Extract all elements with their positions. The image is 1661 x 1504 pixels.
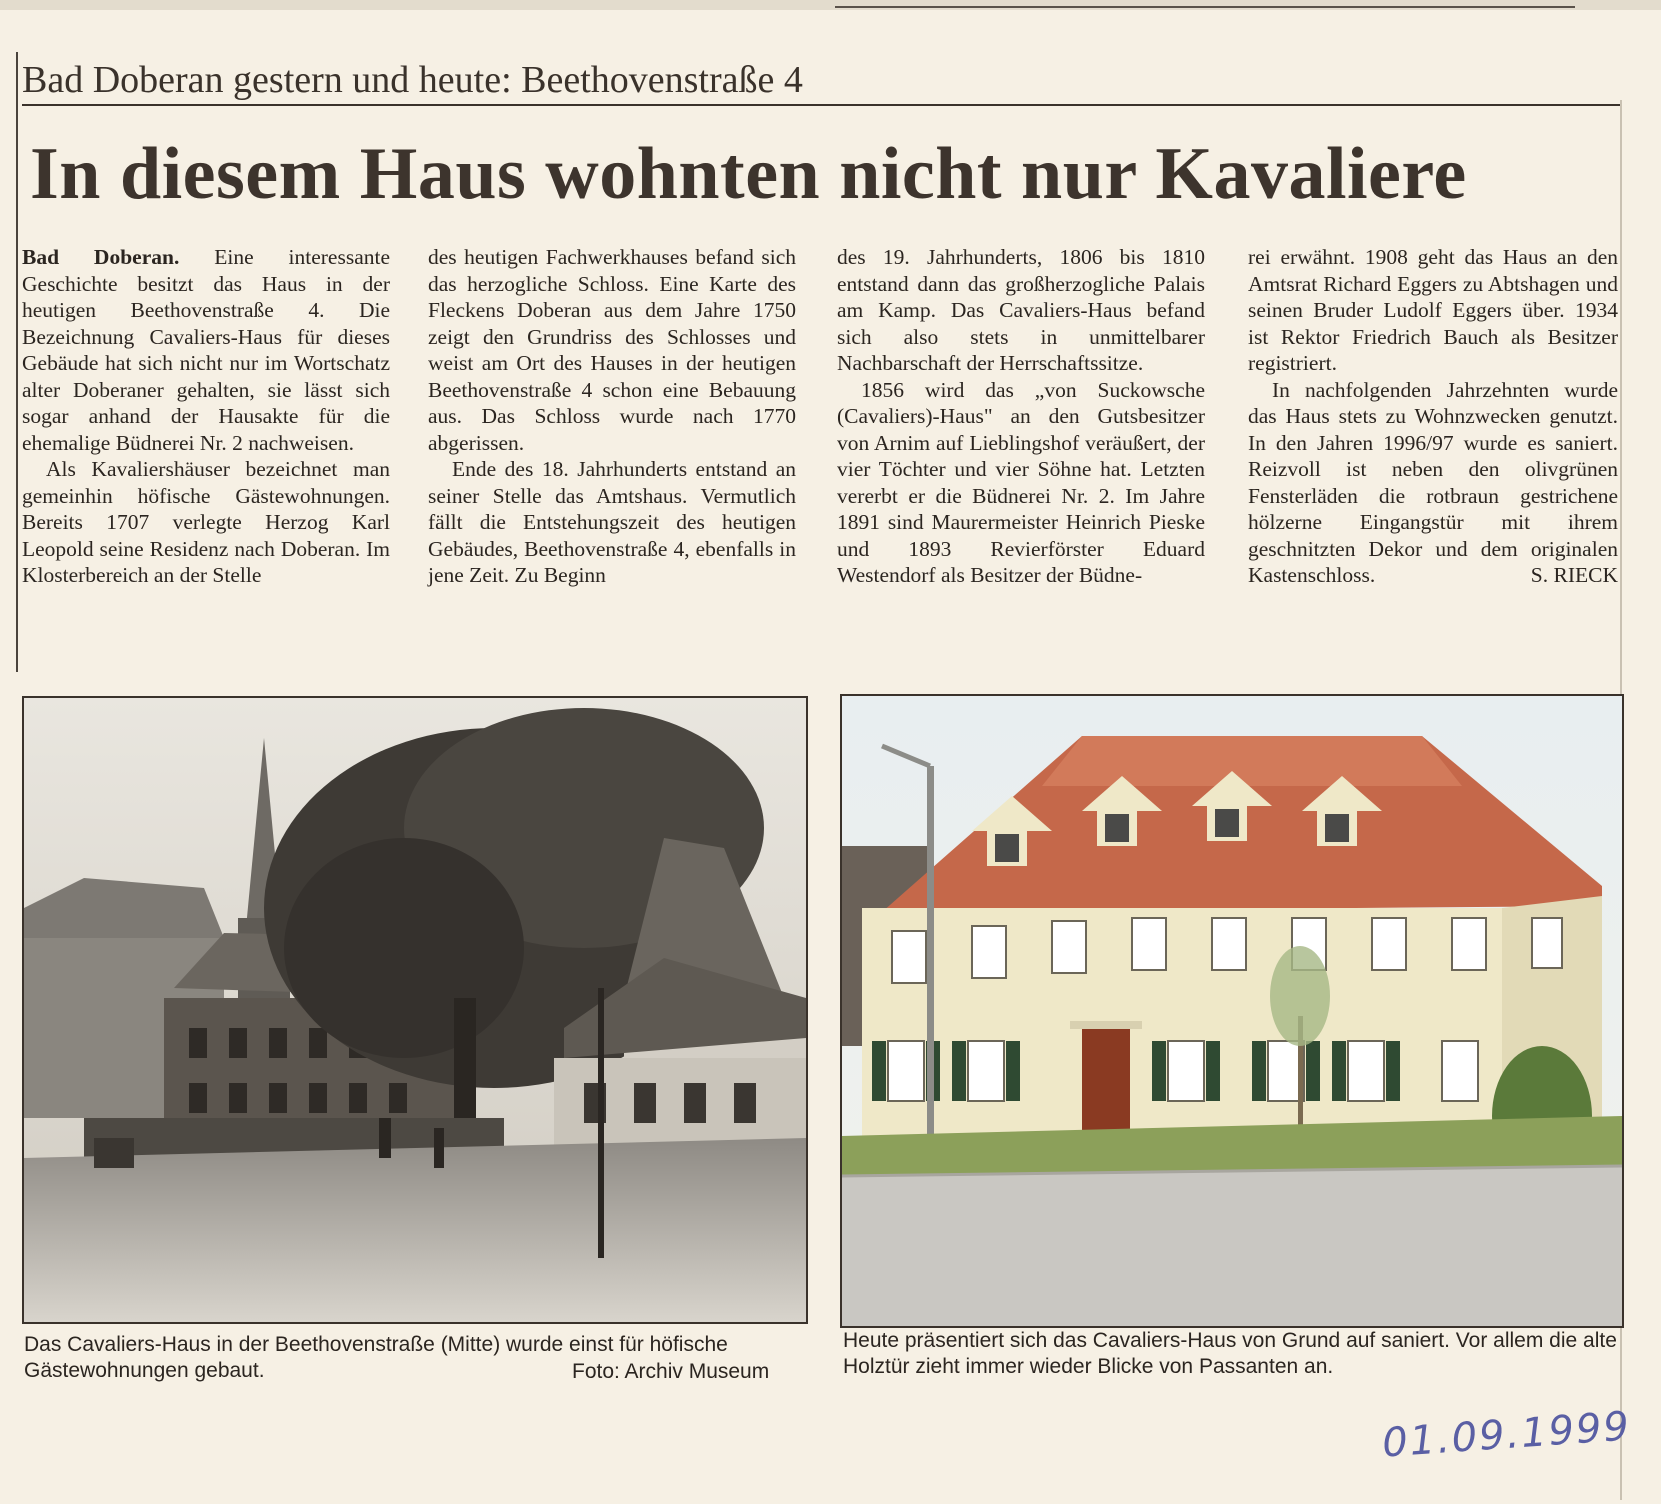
article-column-2 [428,244,796,589]
paragraph-text: Eine interessante Geschichte besitzt das Haus in der heutigen Beethovenstraße 4. Die Bezeichnung Cavaliers-Haus für dieses Gebäude hat sich nicht nur im Wortschatz alter Doberaner gehalten, sie lässt sich sogar anhand der Hausakte für die ehemalige Büdnerei Nr. 2 nachweisen. [22,245,391,455]
article-column-3 [837,244,1205,589]
modern-photo [840,694,1624,1328]
modern-photo-caption: Heute präsentiert sich das Cavaliers-Haus von Grund auf saniert. Vor allem die alte Holztür zieht immer wieder Blicke von Passanten an. [843,1329,1617,1378]
top-rule [835,6,1575,8]
article-paragraph: rei erwähnt. 1908 geht das Haus an den Amtsrat Richard Eggers zu Abtshagen und seinen Bruder Ludolf Eggers über. 1934 ist Rektor Friedrich Bauch als Besitzer registriert. [1248,245,1618,375]
article-paragraph: des 19. Jahrhunderts, 1806 bis 1810 entstand dann das großherzogliche Palais am Kamp. Das Cavaliers-Haus befand sich also stets in unmittelbarer Nachbarschaft der Herrschaftssitze. [837,245,1205,375]
kicker-line: Bad Doberan gestern und heute: Beethovenstraße 4 [22,59,803,101]
headline: In diesem Haus wohnten nicht nur Kavaliere [30,133,1467,215]
article-column-4 [1248,244,1618,589]
article-column-1 [22,244,390,589]
left-column-rule [16,52,18,672]
article-paragraph: Ende des 18. Jahrhunderts entstand an seiner Stelle das Amtshaus. Vermutlich fällt die Entstehungszeit des heutigen Gebäudes, Beethovenstraße 4, ebenfalls in jene Zeit. Zu Beginn [428,457,796,587]
photo-credit: Foto: Archiv Museum [572,1360,770,1383]
clipping-top-edge [0,0,1661,10]
article-paragraph [1248,377,1618,589]
article-paragraph: Als Kavaliershäuser bezeichnet man gemeinhin höfische Gästewohnungen. Bereits 1707 verlegte Herzog Karl Leopold seine Residenz nach Doberan. Im Klosterbereich an der Stelle [22,457,390,587]
historic-photo-caption: Das Cavaliers-Haus in der Beethovenstraße (Mitte) wurde einst für höfische Gästewohnungen gebaut. [24,1333,728,1382]
dateline: Bad Doberan. [22,245,180,269]
modern-photo-image [842,696,1622,1326]
article-paragraph: 1856 wird das „von Suckowsche (Cavaliers)-Haus" an den Gutsbesitzer von Arnim auf Lieblingshof veräußert, der vier Töchter und vier Söhne hat. Letzten vererbt er die Büdnerei Nr. 2. Im Jahre 1891 sind Maurermeister Heinrich Pieske und 1893 Revierförster Eduard Westendorf als Besitzer der Büdne- [837,377,1205,587]
paragraph-text: In nachfolgenden Jahrzehnten wurde das Haus stets zu Wohnzwecken genutzt. In den Jahren 1996/97 wurde es saniert. Reizvoll ist neben den olivgrünen Fensterläden die rotbraun gestrichene hölzerne Eingangstür mit ihrem geschnitzten Dekor und dem originalen Kastenschloss. [1248,377,1618,587]
historic-photo-image [24,698,806,1322]
historic-photo [22,696,808,1324]
author-signature: S. RIECK [1530,563,1618,587]
article-paragraph: des heutigen Fachwerkhauses befand sich das herzogliche Schloss. Eine Karte des Fleckens Doberan aus dem Jahre 1750 zeigt den Grundriss des Schlosses und weist am Ort des Hauses in der heutigen Beethovenstraße 4 schon eine Bebauung aus. Das Schloss wurde nach 1770 abgerissen. [428,245,796,455]
handwritten-date: 01.09.1999 [1380,1403,1633,1467]
kicker-rule [22,104,1620,106]
article-paragraph [22,244,390,456]
